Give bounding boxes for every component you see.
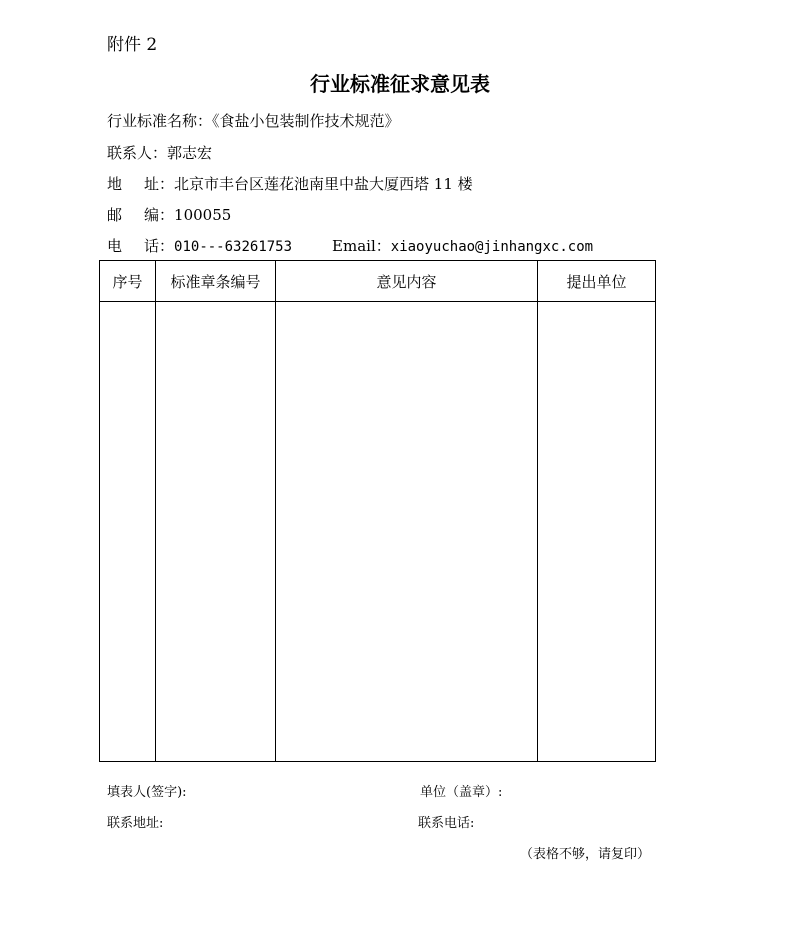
phone-value: 010---63261753 [174, 239, 293, 255]
email-label: Email： [332, 237, 391, 255]
table-row [100, 302, 656, 762]
contact-phone-label: 联系电话: [418, 816, 475, 831]
contact-line [107, 142, 212, 163]
address-value: 北京市丰台区莲花池南里中盐大厦西塔 11 楼 [174, 175, 473, 193]
address-label-part2: 址： [144, 175, 175, 193]
column-header-unit: 提出单位 [538, 261, 656, 302]
email-value: xiaoyuchao@jinhangxc.com [390, 239, 594, 255]
contact-value: 郭志宏 [167, 144, 213, 162]
contact-label: 联系人： [107, 144, 168, 162]
postcode-line [107, 204, 231, 225]
table-header-row [100, 261, 656, 302]
cell-opinion[interactable] [276, 302, 538, 762]
cell-clause[interactable] [156, 302, 276, 762]
column-header-clause: 标准章条编号 [156, 261, 276, 302]
standard-name-value: 《食盐小包装制作技术规范》 [212, 112, 400, 130]
attachment-label: 附件 2 [107, 35, 158, 55]
cell-unit[interactable] [538, 302, 656, 762]
column-header-opinion: 意见内容 [276, 261, 538, 302]
column-header-serial: 序号 [100, 261, 156, 302]
standard-name-label: 行业标准名称： [107, 112, 213, 130]
unit-seal-label: 单位（盖章）: [420, 785, 503, 800]
postcode-label-part2: 编： [144, 206, 175, 224]
phone-line [107, 235, 593, 256]
phone-label-part2: 话： [144, 237, 175, 255]
opinion-table [99, 260, 656, 762]
phone-label-part1: 电 [107, 237, 123, 255]
contact-address-label: 联系地址: [107, 816, 164, 831]
copy-note: （表格不够，请复印） [520, 847, 651, 862]
postcode-value: 100055 [174, 206, 232, 224]
address-label-part1: 地 [107, 175, 123, 193]
postcode-label-part1: 邮 [107, 206, 123, 224]
page-title: 行业标准征求意见表 [310, 72, 490, 96]
cell-serial[interactable] [100, 302, 156, 762]
address-line [107, 173, 473, 194]
standard-name-line [107, 110, 400, 131]
filler-signature-label: 填表人(签字): [107, 785, 187, 800]
